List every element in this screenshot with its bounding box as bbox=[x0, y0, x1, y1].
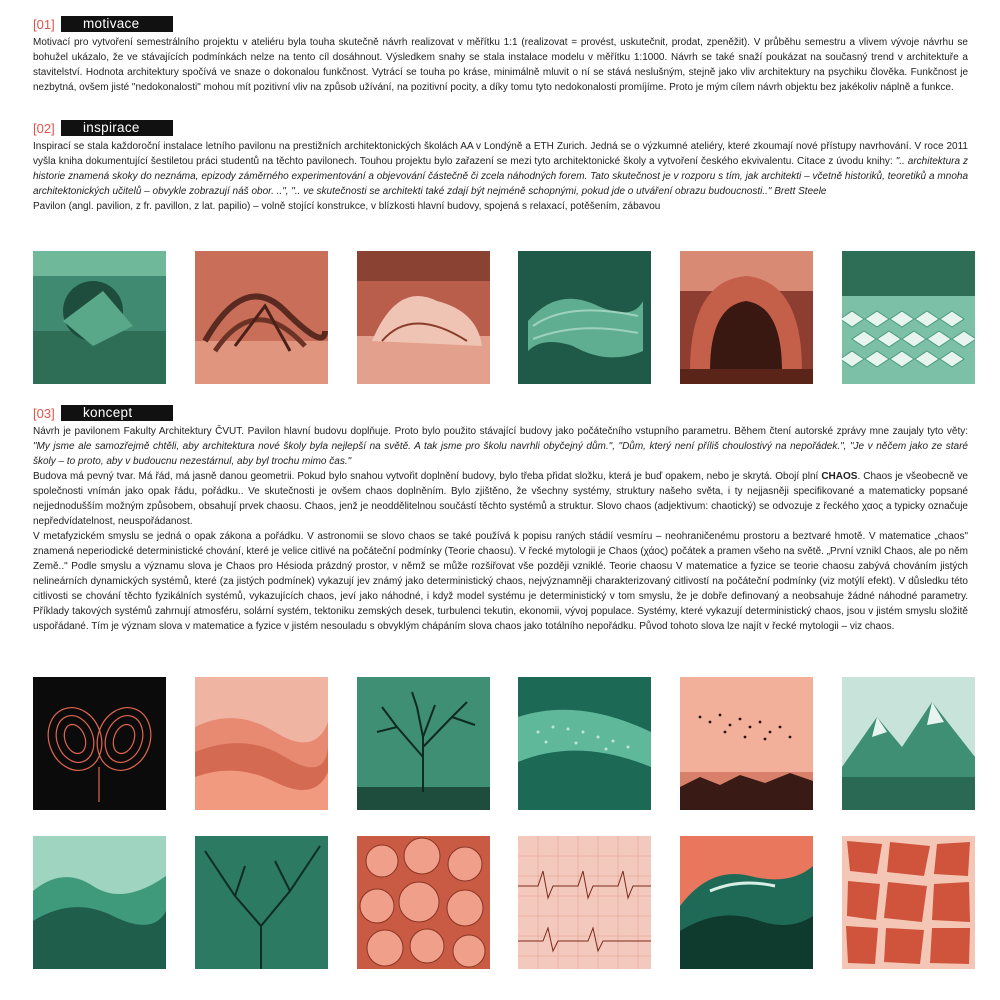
quote: ".. architektura z historie znamená skoky do neznáma, epizody záměrného experimentování a objevování částečně či zcela náhodných forem. Tato skutečnost je v rozporu s tím, jak architekti – včetně historiků, teoretiků a mnoha architektonických učitelů – obvykle zobrazují náš obor. ..", ".. ve skutečnosti se architekti také zdají být nejméně schopnými, pokud jde o utváření obrazu budoucnosti.." Brett Steele bbox=[33, 156, 968, 197]
inspirace-text bbox=[33, 139, 968, 214]
green-hills-image bbox=[33, 836, 166, 969]
section-title: inspirace bbox=[61, 120, 173, 136]
section-header-koncept bbox=[33, 405, 173, 421]
text: Budova má pevný tvar. Má řád, má jasně danou geometrii. Pokud bylo snahou vytvořit doplnění budovy, bylo třeba přidat složku, která je buď opakem, nebo je skrytá. Obojí plní bbox=[33, 471, 822, 482]
bird-flock-image bbox=[680, 677, 813, 810]
pavilion-photo-2 bbox=[195, 251, 328, 384]
pavilion-photo-3 bbox=[357, 251, 490, 384]
text: Návrh je pavilonem Fakulty Architektury ČVUT. Pavilon hlavní budovu doplňuje. Proto bylo použito stávající budovy jako počátečního vstupního parametru. Během čtení autorské zprávy mne zaujaly tyto věty: bbox=[33, 426, 968, 437]
paragraph: V metafyzickém smyslu se jedná o opak zákona a pořádku. V astronomii se slovo chaos se také používá k popisu raných stádií vesmíru – neohraničenému prostoru a beztvaré hmotě. V matematice „chaos" znamená neperiodické deterministické chování, které je velice citlivé na počáteční podmínky (Teorie chaosu). V řecké mytologii je Chaos (χάος) počátek a pramen všeho na světě. „První vznikl Chaos, ale po něm Země.." Podle smyslu a významu slova je Chaos pro Hésioda prázdný prostor, v němž se může rozšiřovat vše později vzniklé. Teorie chaosu V matematice a fyzice se teorie chaosu zabývá chováním jistých nelineárních dynamických systémů, které (za jistých podmínek) vykazují jev známý jako deterministický chaos, nejvýznamněji charakterizovaný citlivostí na počáteční podmínky (viz motýlí efekt). V důsledku této citlivosti se chování těchto fyzikálních systémů, vykazujících chaos, jeví jako náhodné, i když model systému je deterministický v tom smyslu, že je dobře definovaný a neobsahuje žádné náhodné parametry. Příklady takových systémů zahrnují atmosféru, solární systém, tektoniku zemských desek, turbulenci tekutin, ekonomii, vývoj populace. Systémy, které vykazují deterministický chaos, jsou v jistém smyslu složitě uspořádané. Tím je význam slova v matematice a fyzice v jistém nesouladu s obvyklým chápáním slova chaos jako totálního nepořádku. Původ tohoto slova lze najít v řecké mytologii – viz chaos. bbox=[33, 531, 968, 632]
chaos-keyword: CHAOS bbox=[821, 471, 858, 482]
quote: "My jsme ale samozřejmě chtěli, aby architektura nové školy byla nejlepší na světě. A tak jsme pro školu navrhli obyčejný dům.", "Dům, který není příliš choulostivý na nepořádek.", "Je v něčem jako ze staré školy – to proto, aby v budoucnu nezestárnul, aby byl trochu mimo čas." bbox=[33, 441, 968, 467]
fish-school-image bbox=[518, 677, 651, 810]
pavilion-photo-1 bbox=[33, 251, 166, 384]
paragraph bbox=[33, 469, 968, 529]
paragraph bbox=[33, 139, 968, 199]
giraffe-pattern-image bbox=[842, 836, 975, 969]
pavilion-photo-6 bbox=[842, 251, 975, 384]
paragraph bbox=[33, 424, 968, 469]
ocean-wave-image bbox=[680, 836, 813, 969]
motivace-text bbox=[33, 35, 968, 95]
ecg-chart-image bbox=[518, 836, 651, 969]
koncept-text bbox=[33, 424, 968, 634]
section-header-inspirace bbox=[33, 120, 173, 136]
bare-tree-image bbox=[357, 677, 490, 810]
paragraph: Motivací pro vytvoření semestrálního projektu v ateliéru byla touha skutečně návrh realizovat v měřítku 1:1 (realizovat = provést, uskutečnit, prodat, zpeněžit). V průběhu semestru a vlivem vývoje návrhu se bohužel ukázalo, že ve stávajících podmínkách nelze na tento cíl dosáhnout. Výsledkem snahy se stala instalace modelu v měřítku 1:1000. Návrh se také snaží poukázat na současný trend v architektuře a stavitelství. Hodnota architektury spočívá ve snaze o dokonalou funkčnost. Vytrácí se touha po kráse, minimálně mluvit o ní se stává neslušným, stejně jako vliv architektury na psychiku člověka. Funkčnost je nezbytná, ovšem jisté "nedokonalosti" mohou mít pozitivní vliv na způsob užívání, na pozitivní pocity, a díky tomu tyto nedokonalosti promíjíme. Proto je mým cílem návrh objektu bez jakékoliv náplně a funkce. bbox=[33, 37, 968, 93]
section-number: [01] bbox=[33, 16, 55, 32]
section-title: motivace bbox=[61, 16, 173, 32]
lorenz-attractor-image bbox=[33, 677, 166, 810]
section-title: koncept bbox=[61, 405, 173, 421]
section-header-motivace bbox=[33, 16, 173, 32]
text: . Chaos je všeobecně ve společnosti vnímán jako opak řádu, pořádku.. Ve skutečnosti je ovšem chaos doplněním. Bylo zjištěno, že všechny systémy, struktury našeho světa, i ty nejjasněji specifikované a matematicky popsané nejjednodušším možným způsobem, obsahují prvek chaosu. Chaos, jenž je neoddělitelnou součástí těchto systémů a struktur. Slovo chaos (adjektivum: chaotický) se odvozuje z řeckého χαος a typicky označuje nepředvídatelnost, neuspořádanost. bbox=[33, 471, 968, 527]
section-number: [02] bbox=[33, 120, 55, 136]
romanesco-image bbox=[357, 836, 490, 969]
text: Inspirací se stala každoroční instalace letního pavilonu na prestižních architektonických školách AA v Londýně a ETH Zurich. Jedná se o výzkumné ateliéry, které zkoumají nové přístupy navrhování. V roce 2011 vyšla kniha dokumentující šestiletou práci studentů na těchto pavilonech. Touhou projektu bylo zařazení se mezi tyto architektonické školy a vytvoření českého ekvivalentu. Citace z úvodu knihy: bbox=[33, 141, 968, 167]
pavilion-photo-4 bbox=[518, 251, 651, 384]
pavilion-photo-5 bbox=[680, 251, 813, 384]
paragraph: Pavilon (angl. pavilion, z fr. pavillon, z lat. papilio) – volně stojící konstrukce, v blízkosti hlavní budovy, spojená s relaxací, potěšením, zábavou bbox=[33, 201, 661, 212]
desert-dunes-image bbox=[195, 677, 328, 810]
section-number: [03] bbox=[33, 405, 55, 421]
river-delta-image bbox=[195, 836, 328, 969]
mountains-image bbox=[842, 677, 975, 810]
